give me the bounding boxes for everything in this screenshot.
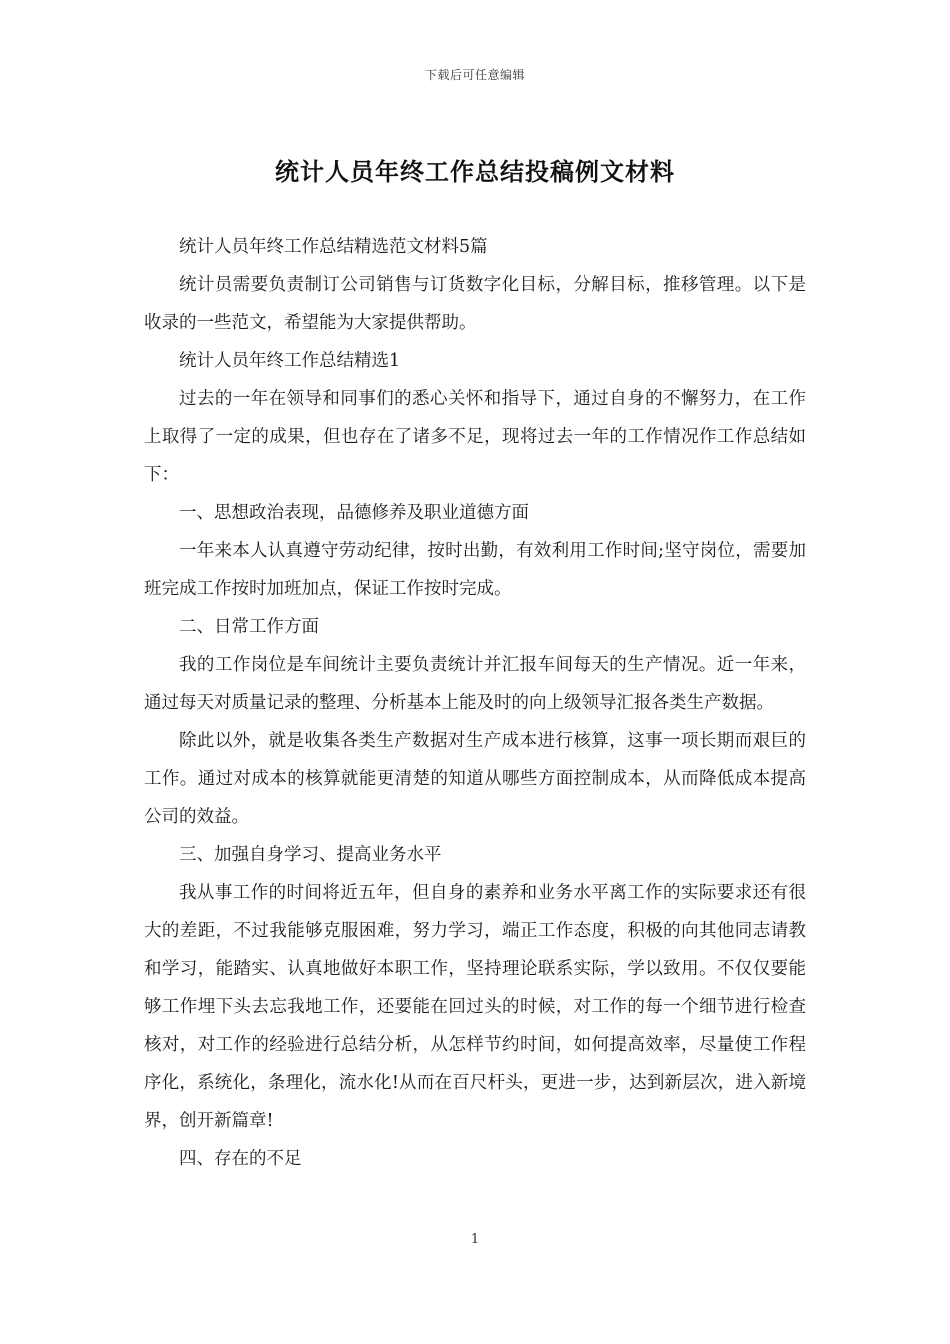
paragraph-heading-1: 一、思想政治表现，品德修养及职业道德方面 — [179, 503, 529, 523]
paragraph: 我从事工作的时间将近五年，但自身的素养和业务水平离工作的实际要求还有很大的差距，不过我能够克服困难，努力学习，端正工作态度，积极的向其他同志请教和学习，能踏实、认真地做好本职工作，坚持理论联系实际，学以致用。不仅仅要能够工作埋下头去忘我地工作，还要能在回过头的时候，对工作的每一个细节进行检查核对，对工作的经验进行总结分析，从怎样节约时间，如何提高效率，尽量使工作程序化，系统化，条理化，流水化!从而在百尺杆头，更进一步，达到新层次，进入新境界，创开新篇章! — [144, 883, 806, 1131]
paragraph-heading-2: 二、日常工作方面 — [179, 617, 319, 637]
page-number: 1 — [470, 1232, 480, 1247]
header-note: 下载后可任意编辑 — [424, 68, 525, 82]
paragraph-heading-3: 三、加强自身学习、提高业务水平 — [179, 845, 442, 865]
paragraph-subtitle: 统计人员年终工作总结精选范文材料5篇 — [179, 237, 488, 257]
paragraph: 一年来本人认真遵守劳动纪律，按时出勤，有效利用工作时间;坚守岗位，需要加班完成工作按时加班加点，保证工作按时完成。 — [144, 541, 806, 599]
paragraph: 我的工作岗位是车间统计主要负责统计并汇报车间每天的生产情况。近一年来，通过每天对质量记录的整理、分析基本上能及时的向上级领导汇报各类生产数据。 — [144, 655, 806, 713]
paragraph-section-heading: 统计人员年终工作总结精选1 — [179, 351, 401, 371]
paragraph-heading-4: 四、存在的不足 — [179, 1149, 302, 1169]
paragraph: 过去的一年在领导和同事们的悉心关怀和指导下，通过自身的不懈努力，在工作上取得了一定的成果，但也存在了诸多不足，现将过去一年的工作情况作工作总结如下： — [144, 389, 806, 485]
paragraph-intro: 统计员需要负责制订公司销售与订货数字化目标，分解目标，推移管理。以下是收录的一些范文，希望能为大家提供帮助。 — [144, 275, 806, 333]
document-title: 统计人员年终工作总结投稿例文材料 — [275, 157, 675, 186]
paragraph: 除此以外，就是收集各类生产数据对生产成本进行核算，这事一项长期而艰巨的工作。通过对成本的核算就能更清楚的知道从哪些方面控制成本，从而降低成本提高公司的效益。 — [144, 731, 806, 827]
document-body — [144, 228, 806, 1178]
